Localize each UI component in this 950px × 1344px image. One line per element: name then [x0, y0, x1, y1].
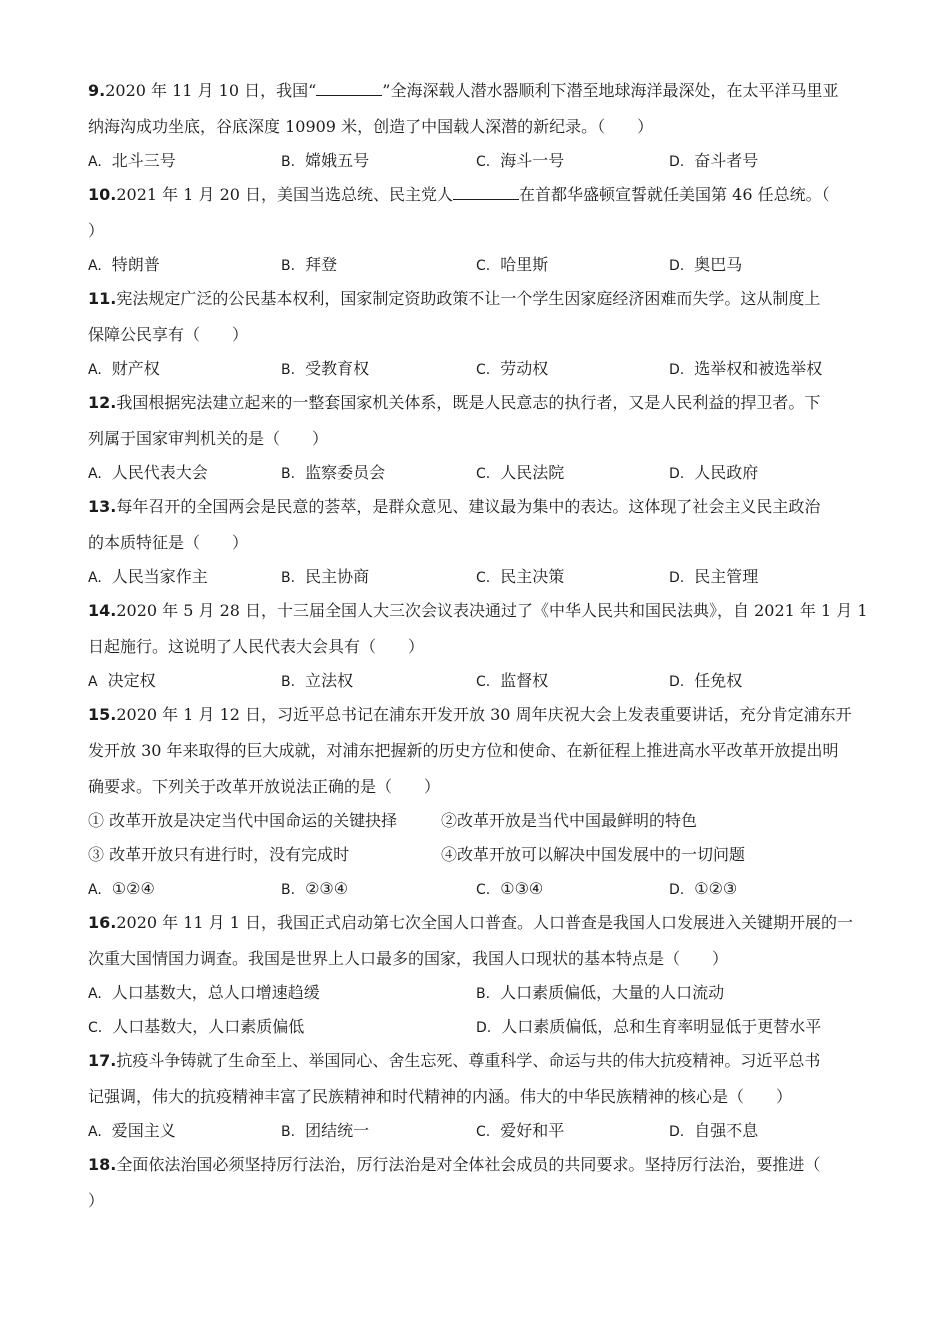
option-c[interactable]: C. 劳动权 — [476, 359, 549, 378]
question-15-line-3: 确要求。下列关于改革开放说法正确的是（ ） — [88, 777, 441, 796]
question-17-line-1: 17.抗疫斗争铸就了生命至上、举国同心、舍生忘死、尊重科学、命运与共的伟大抗疫精神。习近平总书 — [88, 1051, 821, 1070]
option-b[interactable]: B. 拜登 — [281, 255, 338, 274]
option-d[interactable]: D. 自强不息 — [669, 1121, 759, 1140]
option-b[interactable]: B. 人口素质偏低，大量的人口流动 — [476, 983, 725, 1002]
question-9-line-1: 9.2020 年 11 月 10 日，我国“ ”全海深载人潜水器顺利下潜至地球海洋最深处，在太平洋马里亚 — [88, 81, 839, 100]
question-17-line-2: 记强调，伟大的抗疫精神丰富了民族精神和时代精神的内涵。伟大的中华民族精神的核心是（ ） — [88, 1087, 793, 1106]
option-d[interactable]: D. ①②③ — [669, 879, 738, 898]
option-d[interactable]: D. 人口素质偏低，总和生育率明显低于更替水平 — [476, 1017, 822, 1036]
question-number: 18. — [88, 1155, 117, 1174]
option-a[interactable]: A 决定权 — [88, 671, 156, 690]
question-number: 9. — [88, 81, 106, 100]
option-b[interactable]: B. 立法权 — [281, 671, 354, 690]
question-9-line-2: 纳海沟成功坐底，谷底深度 10909 米，创造了中国载人深潜的新纪录。（ ） — [88, 117, 654, 136]
option-a[interactable]: A. 爱国主义 — [88, 1121, 176, 1140]
question-18-line-2: ） — [88, 1191, 105, 1210]
option-c[interactable]: C. 海斗一号 — [476, 151, 565, 170]
question-18-line-1: 18.全面依法治国必须坚持厉行法治，厉行法治是对全体社会成员的共同要求。坚持厉行法治，要推进（ — [88, 1155, 821, 1174]
question-number: 11. — [88, 289, 117, 308]
statement-1: ① 改革开放是决定当代中国命运的关键抉择 — [88, 811, 398, 830]
question-15-line-2: 发开放 30 年来取得的巨大成就，对浦东把握新的历史方位和使命、在新征程上推进高水平改革开放提出明 — [88, 741, 839, 760]
option-a[interactable]: A. 人口基数大，总人口增速趋缓 — [88, 983, 320, 1002]
option-c[interactable]: C. 爱好和平 — [476, 1121, 565, 1140]
question-11-line-1: 11.宪法规定广泛的公民基本权利，国家制定资助政策不让一个学生因家庭经济困难而失学。这从制度上 — [88, 289, 821, 308]
option-d[interactable]: D. 奋斗者号 — [669, 151, 759, 170]
question-15-line-1: 15.2020 年 1 月 12 日，习近平总书记在浦东开发开放 30 周年庆祝大会上发表重要讲话，充分肯定浦东开 — [88, 705, 852, 724]
question-number: 14. — [88, 601, 117, 620]
option-b[interactable]: B. 民主协商 — [281, 567, 370, 586]
statement-3: ③ 改革开放只有进行时，没有完成时 — [88, 845, 350, 864]
question-16-line-2: 次重大国情国力调查。我国是世界上人口最多的国家，我国人口现状的基本特点是（ ） — [88, 949, 729, 968]
question-11-line-2: 保障公民享有（ ） — [88, 325, 249, 344]
option-a[interactable]: A. ①②④ — [88, 879, 155, 898]
option-d[interactable]: D. 选举权和被选举权 — [669, 359, 823, 378]
question-number: 10. — [88, 185, 117, 204]
statement-2: ②改革开放是当代中国最鲜明的特色 — [441, 811, 698, 830]
option-c[interactable]: C. 人口基数大，人口素质偏低 — [88, 1017, 305, 1036]
option-c[interactable]: C. 人民法院 — [476, 463, 565, 482]
question-number: 16. — [88, 913, 117, 932]
question-12-line-1: 12.我国根据宪法建立起来的一整套国家机关体系，既是人民意志的执行者，又是人民利益的捍卫者。下 — [88, 393, 821, 412]
option-a[interactable]: A. 特朗普 — [88, 255, 160, 274]
question-10-line-2: ） — [88, 221, 105, 240]
option-b[interactable]: B. ②③④ — [281, 879, 349, 898]
question-number: 12. — [88, 393, 117, 412]
option-d[interactable]: D. 民主管理 — [669, 567, 759, 586]
option-c[interactable]: C. 哈里斯 — [476, 255, 549, 274]
question-14-line-2: 日起施行。这说明了人民代表大会具有（ ） — [88, 637, 425, 656]
option-a[interactable]: A. 人民当家作主 — [88, 567, 208, 586]
option-b[interactable]: B. 团结统一 — [281, 1121, 370, 1140]
option-b[interactable]: B. 嫦娥五号 — [281, 151, 370, 170]
option-d[interactable]: D. 奥巴马 — [669, 255, 743, 274]
option-c[interactable]: C. 监督权 — [476, 671, 549, 690]
question-14-line-1: 14.2020 年 5 月 28 日，十三届全国人大三次会议表决通过了《中华人民共和国民法典》，自 2021 年 1 月 1 — [88, 601, 868, 620]
answer-blank — [316, 81, 382, 96]
question-10-line-1: 10.2021 年 1 月 20 日，美国当选总统、民主党人 在首都华盛顿宣誓就任美国第 46 任总统。（ — [88, 185, 830, 204]
statement-4: ④改革开放可以解决中国发展中的一切问题 — [441, 845, 746, 864]
option-c[interactable]: C. ①③④ — [476, 879, 544, 898]
question-number: 15. — [88, 705, 117, 724]
option-a[interactable]: A. 财产权 — [88, 359, 160, 378]
question-number: 17. — [88, 1051, 117, 1070]
option-a[interactable]: A. 人民代表大会 — [88, 463, 208, 482]
option-c[interactable]: C. 民主决策 — [476, 567, 565, 586]
question-13-line-1: 13.每年召开的全国两会是民意的荟萃，是群众意见、建议最为集中的表达。这体现了社会主义民主政治 — [88, 497, 821, 516]
option-b[interactable]: B. 监察委员会 — [281, 463, 386, 482]
question-12-line-2: 列属于国家审判机关的是（ ） — [88, 429, 329, 448]
question-16-line-1: 16.2020 年 11 月 1 日，我国正式启动第七次全国人口普查。人口普查是我国人口发展进入关键期开展的一 — [88, 913, 854, 932]
option-b[interactable]: B. 受教育权 — [281, 359, 370, 378]
question-13-line-2: 的本质特征是（ ） — [88, 533, 249, 552]
option-d[interactable]: D. 人民政府 — [669, 463, 759, 482]
option-d[interactable]: D. 任免权 — [669, 671, 743, 690]
question-number: 13. — [88, 497, 117, 516]
answer-blank — [453, 185, 519, 200]
option-a[interactable]: A. 北斗三号 — [88, 151, 176, 170]
